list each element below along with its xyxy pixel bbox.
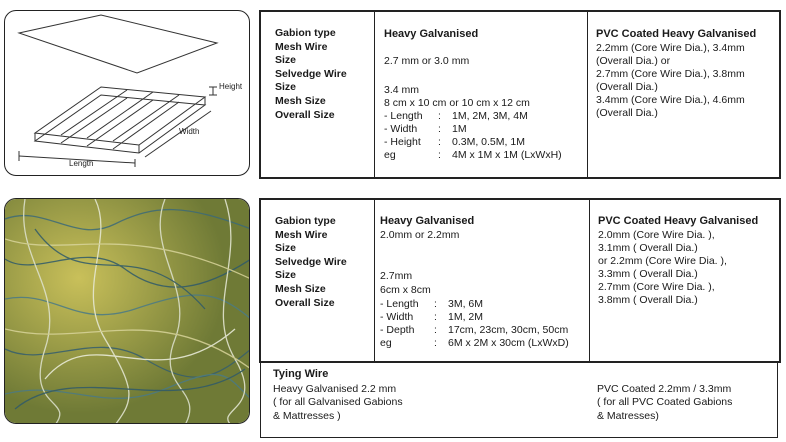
pvc-spec-line: 3.8mm ( Overall Dia.) [598, 294, 698, 306]
pvc-spec-line: or 2.2mm (Core Wire Dia. ), [598, 255, 727, 267]
pvc-spec-line: (Overall Dia.) or [596, 55, 671, 67]
row-label: Mesh Wire [275, 228, 328, 241]
pvc-spec-line: 3.1mm ( Overall Dia.) [598, 242, 698, 254]
coir-mat-photo [4, 198, 250, 424]
tying-wire-section [260, 362, 778, 438]
pvc-spec-line: 2.0mm (Core Wire Dia. ), [598, 229, 715, 241]
spec-table-gabion-1 [259, 10, 781, 179]
overall-size-row: - Length : 3M, 6M [380, 298, 484, 310]
row-label: Mesh Wire [275, 40, 328, 53]
tying-wire-line: PVC Coated 2.2mm / 3.3mm [597, 383, 732, 395]
gabion-diagram [4, 10, 250, 176]
table1-pvc-column [587, 12, 782, 177]
tying-wire-line: ( for all PVC Coated Gabions [597, 396, 733, 409]
tying-wire-header: Tying Wire [273, 368, 329, 380]
overall-size-row: - Depth : 17cm, 23cm, 30cm, 50cm [380, 324, 569, 336]
row-label: Size [275, 269, 297, 282]
pvc-spec-line: 2.7mm (Core Wire Dia. ), [598, 281, 715, 293]
overall-size-row: - Width : 1M [384, 123, 467, 135]
row-label: Mesh Size [275, 94, 326, 107]
tying-wire-line: & Mattresses ) [273, 409, 341, 422]
tying-wire-pvc [597, 383, 732, 423]
tying-wire-line: Heavy Galvanised 2.2 mm [273, 383, 397, 395]
overall-size-list [384, 110, 562, 162]
pvc-spec-line: (Overall Dia.) [596, 81, 658, 93]
mesh-size: 8 cm x 10 cm or 10 cm x 12 cm [384, 97, 530, 109]
overall-size-row: eg : 6M x 2M x 30cm (LxWxD) [380, 337, 569, 349]
mesh-wire-size: 2.0mm or 2.2mm [380, 229, 460, 241]
pvc-spec-line: (Overall Dia.) [596, 107, 658, 119]
overall-size-row: - Height : 0.3M, 0.5M, 1M [384, 136, 525, 148]
gabion-box-drawing [5, 11, 251, 177]
pvc-spec-line: 3.4mm (Core Wire Dia.), 4.6mm [596, 94, 745, 106]
selvedge-wire-size: 2.7mm [380, 270, 413, 282]
row-label: Gabion type [275, 27, 336, 39]
row-label: Size [275, 81, 297, 94]
overall-size-row: eg : 4M x 1M x 1M (LxWxH) [384, 149, 562, 161]
row-label: Size [275, 54, 297, 67]
column-header: PVC Coated Heavy Galvanised [596, 28, 757, 40]
overall-size-row: - Width : 1M, 2M [380, 311, 484, 323]
pvc-spec-line: 3.3mm ( Overall Dia.) [598, 268, 698, 280]
row-label: Selvedge Wire [275, 255, 347, 268]
row-label: Mesh Size [275, 282, 326, 295]
length-label: Length [69, 159, 94, 168]
row-label: Overall Size [275, 296, 335, 309]
column-header: PVC Coated Heavy Galvanised [598, 215, 759, 227]
height-label: Height [219, 82, 243, 91]
table2-galvanised-column [374, 200, 590, 361]
table1-galvanised-column [374, 12, 588, 177]
row-label: Gabion type [275, 215, 336, 227]
mesh-wire-size: 2.7 mm or 3.0 mm [384, 55, 470, 67]
overall-size-row: - Length : 1M, 2M, 3M, 4M [384, 110, 528, 122]
row-label: Selvedge Wire [275, 67, 347, 80]
column-header: Heavy Galvanised [380, 215, 475, 227]
tying-wire-line: ( for all Galvanised Gabions [273, 396, 403, 409]
column-header: Heavy Galvanised [384, 28, 479, 40]
table2-label-column [261, 200, 374, 361]
spec-table-gabion-2 [259, 198, 781, 363]
table2-pvc-column [589, 200, 782, 361]
overall-size-list [380, 298, 569, 350]
tying-wire-galvanised [273, 383, 403, 423]
selvedge-wire-size: 3.4 mm [384, 84, 420, 96]
row-label: Size [275, 242, 297, 255]
pvc-spec-line: 2.7mm (Core Wire Dia.), 3.8mm [596, 68, 745, 80]
row-label: Overall Size [275, 108, 335, 121]
mesh-size: 6cm x 8cm [380, 284, 431, 296]
width-label: Width [179, 127, 200, 136]
tying-wire-line: & Matresses) [597, 409, 659, 422]
table1-label-column [261, 12, 374, 177]
pvc-spec-line: 2.2mm (Core Wire Dia.), 3.4mm [596, 42, 745, 54]
